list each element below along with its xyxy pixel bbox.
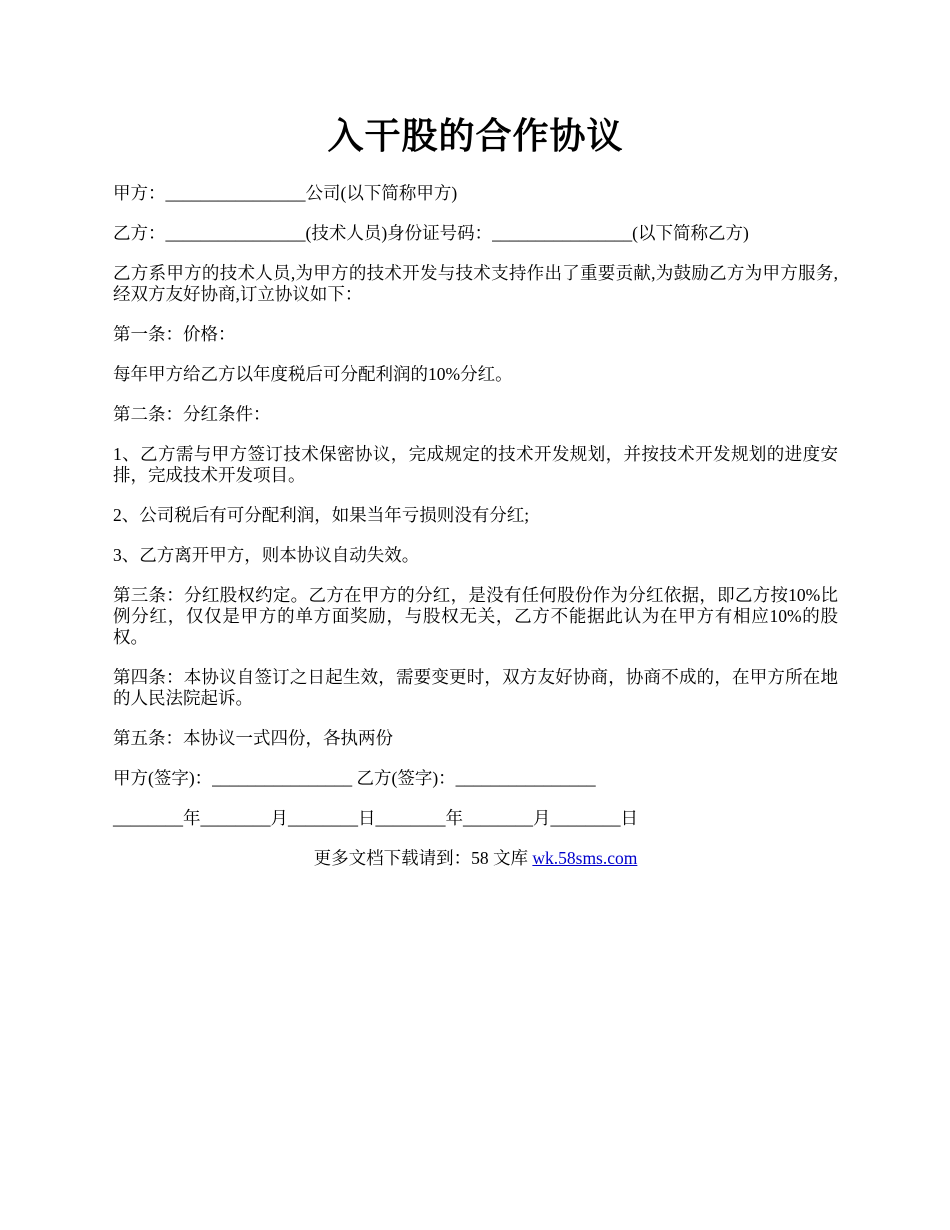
condition-2: 2、公司税后有可分配利润，如果当年亏损则没有分红;: [113, 505, 530, 525]
condition-3: 3、乙方离开甲方，则本协议自动失效。: [113, 545, 420, 565]
footer-link[interactable]: wk.58sms.com: [532, 848, 638, 868]
article-5: 第五条：本协议一式四份，各执两份: [113, 728, 393, 748]
party-b-line: 乙方：________________(技术人员)身份证号码：________________(以下简称乙方): [113, 223, 749, 243]
article-3: 第三条：分红股权约定。乙方在甲方的分红，是没有任何股份作为分红依据，即乙方按10%比例分红，仅仅是甲方的单方面奖励，与股权无关，乙方不能据此认为在甲方有相应10%的股权。: [113, 585, 838, 647]
party-a-line: 甲方：________________公司(以下简称甲方): [113, 183, 458, 203]
footer-prefix: 更多文档下载请到：58 文库: [313, 848, 533, 868]
condition-1: 1、乙方需与甲方签订技术保密协议，完成规定的技术开发规划，并按技术开发规划的进度安排，完成技术开发项目。: [113, 444, 838, 485]
article-1-body: 每年甲方给乙方以年度税后可分配利润的10%分红。: [113, 364, 513, 384]
footer: [113, 848, 838, 869]
article-2-heading: 第二条：分红条件：: [113, 404, 271, 424]
document-title: 入干股的合作协议: [327, 116, 624, 156]
signature-line: 甲方(签字)：________________ 乙方(签字)：________________: [113, 768, 596, 788]
article-1-heading: 第一条：价格：: [113, 324, 236, 344]
intro-paragraph: 乙方系甲方的技术人员,为甲方的技术开发与技术支持作出了重要贡献,为鼓励乙方为甲方服务,经双方友好协商,订立协议如下：: [113, 263, 838, 304]
article-4: 第四条：本协议自签订之日起生效，需要变更时，双方友好协商，协商不成的，在甲方所在地的人民法院起诉。: [113, 667, 838, 708]
date-line: ________年________月________日________年________月________日: [113, 808, 638, 828]
